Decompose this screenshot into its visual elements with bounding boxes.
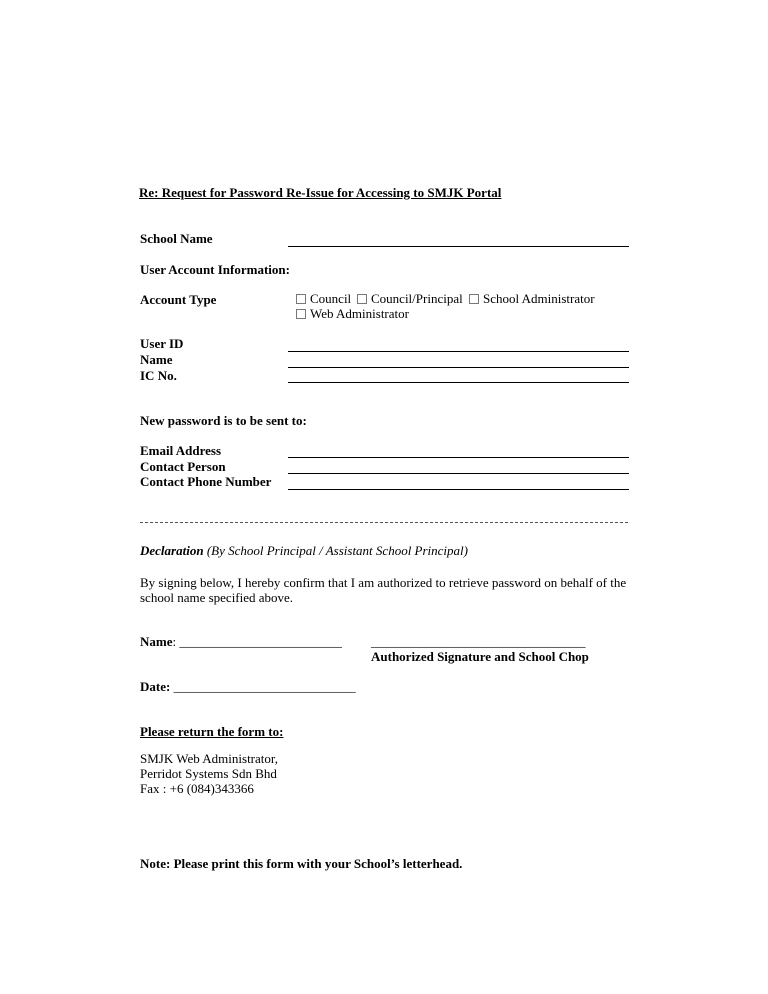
ic-no-field[interactable] bbox=[288, 382, 629, 383]
user-account-info-label: User Account Information: bbox=[140, 262, 290, 277]
user-id-label: User ID bbox=[140, 336, 184, 351]
date-label: Date: bbox=[140, 679, 171, 694]
option-label: Council/Principal bbox=[371, 291, 463, 306]
send-to-heading: New password is to be sent to: bbox=[140, 413, 307, 428]
contact-phone-field[interactable] bbox=[288, 489, 629, 490]
return-line-1: SMJK Web Administrator, bbox=[140, 751, 278, 766]
user-id-field[interactable] bbox=[288, 351, 629, 352]
date-blank[interactable]: ____________________________ bbox=[170, 679, 356, 694]
date-row[interactable] bbox=[140, 679, 356, 694]
option-label: Council bbox=[310, 291, 352, 306]
declarant-name-blank[interactable]: : _________________________ bbox=[172, 634, 342, 649]
checkbox-icon[interactable] bbox=[469, 294, 479, 304]
return-line-3: Fax : +6 (084)343366 bbox=[140, 781, 254, 796]
school-name-field[interactable] bbox=[288, 246, 629, 247]
return-heading: Please return the form to: bbox=[140, 724, 284, 739]
declarant-name-label: Name bbox=[140, 634, 173, 649]
separator-line bbox=[140, 522, 628, 523]
print-note: Note: Please print this form with your School’s letterhead. bbox=[140, 856, 463, 871]
ic-no-label: IC No. bbox=[140, 368, 177, 383]
signature-blank[interactable]: _________________________________ bbox=[371, 634, 586, 649]
declaration-text-2: school name specified above. bbox=[140, 590, 294, 605]
account-type-council[interactable] bbox=[296, 291, 351, 306]
email-address-label: Email Address bbox=[140, 443, 222, 458]
option-label: School Administrator bbox=[483, 291, 595, 306]
declaration-text-1: By signing below, I hereby confirm that I am authorized to retrieve password on behalf of the bbox=[140, 575, 627, 590]
declaration-label: Declaration bbox=[140, 543, 204, 558]
checkbox-icon[interactable] bbox=[296, 294, 306, 304]
return-line-2: Perridot Systems Sdn Bhd bbox=[140, 766, 277, 781]
contact-phone-label: Contact Phone Number bbox=[140, 474, 272, 489]
school-name-label: School Name bbox=[140, 231, 213, 246]
declarant-name-row[interactable] bbox=[140, 634, 342, 649]
form-title: Re: Request for Password Re-Issue for Accessing to SMJK Portal bbox=[139, 185, 502, 200]
name-label: Name bbox=[140, 352, 173, 367]
name-field[interactable] bbox=[288, 367, 629, 368]
email-address-field[interactable] bbox=[288, 457, 629, 458]
contact-person-field[interactable] bbox=[288, 473, 629, 474]
checkbox-icon[interactable] bbox=[296, 309, 306, 319]
account-type-label: Account Type bbox=[140, 292, 217, 307]
declaration-sub: (By School Principal / Assistant School Principal) bbox=[206, 543, 468, 558]
account-type-council-principal[interactable] bbox=[357, 291, 463, 306]
signature-label: Authorized Signature and School Chop bbox=[371, 649, 589, 664]
checkbox-icon[interactable] bbox=[357, 294, 367, 304]
account-type-school-administrator[interactable] bbox=[469, 291, 595, 306]
account-type-web-administrator[interactable] bbox=[296, 306, 409, 321]
declaration-heading bbox=[140, 543, 468, 558]
contact-person-label: Contact Person bbox=[140, 459, 226, 474]
option-label: Web Administrator bbox=[310, 306, 409, 321]
